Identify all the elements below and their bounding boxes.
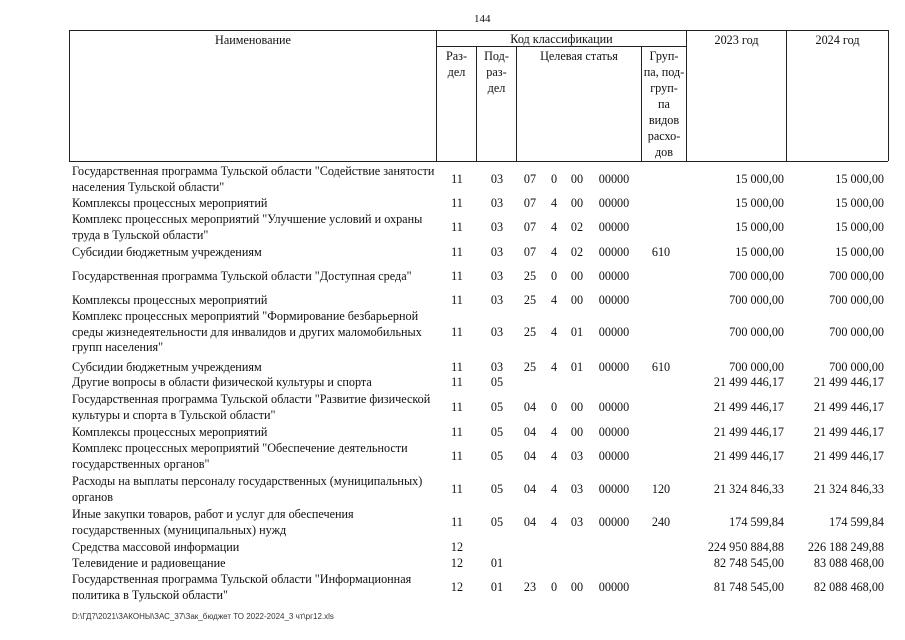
cell-t1: 25 (523, 324, 537, 339)
row-name: Расходы на выплаты персоналу государственных (муниципальных) органов (72, 474, 423, 504)
cell-t2: 4 (550, 219, 558, 234)
cell-rz: 12 (450, 579, 464, 594)
cell-t2: 4 (550, 245, 558, 259)
cell-amount-2023: 21 324 846,33 (713, 481, 784, 496)
cell-pr: 03 (490, 245, 504, 259)
cell-rz: 11 (451, 399, 463, 414)
cell-amount-2023: 82 748 545,00 (713, 556, 784, 570)
table-row (0, 425, 905, 441)
cell-amount-2023: 174 599,84 (729, 514, 784, 529)
cell-rz: 11 (451, 360, 463, 374)
cell-rz: 11 (451, 171, 463, 186)
cell-vr: 610 (651, 360, 671, 374)
cell-amount-2024: 82 088 468,00 (813, 579, 884, 594)
cell-t2: 4 (550, 196, 558, 210)
cell-amount-2024: 700 000,00 (829, 293, 884, 307)
cell-amount-2024: 700 000,00 (829, 269, 884, 283)
cell-t2: 4 (550, 293, 558, 307)
header-classification: Код классификации (510, 32, 613, 46)
cell-amount-2024: 700 000,00 (829, 360, 884, 374)
cell-t4: 00000 (598, 245, 630, 259)
cell-amount-2023: 700 000,00 (729, 360, 784, 374)
header-subsection: Под- раз- дел (484, 49, 509, 95)
cell-t1: 04 (523, 481, 537, 496)
cell-t1: 04 (523, 399, 537, 414)
header-year-2023: 2023 год (714, 33, 759, 47)
table-row (0, 245, 905, 261)
table-row (0, 392, 905, 423)
row-name: Телевидение и радиовещание (72, 556, 226, 570)
header-section: Раз- дел (445, 49, 468, 79)
page-number: 144 (474, 13, 491, 25)
cell-rz: 11 (451, 219, 463, 234)
cell-amount-2024: 15 000,00 (835, 245, 884, 259)
cell-t3: 02 (570, 245, 584, 259)
cell-amount-2024: 700 000,00 (829, 324, 884, 339)
row-name: Государственная программа Тульской области "Содействие занятости населения Тульской области" (72, 164, 435, 194)
cell-amount-2023: 15 000,00 (735, 196, 784, 210)
cell-t2: 4 (550, 448, 558, 463)
cell-t2: 4 (550, 481, 558, 496)
row-name: Другие вопросы в области физической культуры и спорта (72, 375, 372, 389)
cell-t3: 01 (570, 324, 584, 339)
row-name: Комплекс процессных мероприятий "Обеспечение деятельности государственных органов" (72, 441, 408, 471)
cell-rz: 11 (451, 514, 463, 529)
cell-t4: 00000 (598, 219, 630, 234)
cell-pr: 05 (490, 375, 504, 389)
cell-t3: 03 (570, 481, 584, 496)
cell-rz: 11 (451, 481, 463, 496)
cell-t3: 03 (570, 448, 584, 463)
cell-vr: 610 (651, 245, 671, 259)
cell-t3: 00 (570, 269, 584, 283)
cell-rz: 11 (451, 245, 463, 259)
cell-amount-2024: 21 499 446,17 (813, 399, 884, 414)
cell-t3: 01 (570, 360, 584, 374)
cell-t4: 00000 (598, 448, 630, 463)
header-expense-group: Груп- па, под- груп- па видов расхо- дов (643, 49, 685, 159)
table-row (0, 572, 905, 603)
cell-pr: 01 (490, 556, 504, 570)
cell-t1: 07 (523, 245, 537, 259)
cell-t2: 4 (550, 360, 558, 374)
cell-pr: 05 (490, 514, 504, 529)
cell-pr: 05 (490, 425, 504, 439)
table-row (0, 212, 905, 243)
cell-t4: 00000 (598, 171, 630, 186)
header-name: Наименование (215, 33, 291, 47)
cell-t1: 07 (523, 196, 537, 210)
row-name: Комплекс процессных мероприятий "Улучшение условий и охраны труда в Тульской области" (72, 212, 423, 242)
cell-t2: 0 (550, 579, 558, 594)
cell-rz: 11 (451, 269, 463, 283)
cell-amount-2023: 15 000,00 (735, 245, 784, 259)
cell-t2: 0 (550, 269, 558, 283)
cell-t3: 00 (570, 425, 584, 439)
table-row (0, 293, 905, 309)
cell-t2: 4 (550, 324, 558, 339)
cell-rz: 11 (451, 448, 463, 463)
cell-amount-2023: 224 950 884,88 (707, 540, 784, 554)
table-row (0, 375, 905, 391)
cell-pr: 03 (490, 293, 504, 307)
cell-t4: 00000 (598, 269, 630, 283)
cell-t1: 25 (523, 360, 537, 374)
cell-amount-2023: 700 000,00 (729, 293, 784, 307)
row-name: Государственная программа Тульской области "Развитие физической культуры и спорта в Тульской области" (72, 392, 431, 422)
cell-t2: 0 (550, 399, 558, 414)
cell-t1: 04 (523, 514, 537, 529)
cell-t4: 00000 (598, 399, 630, 414)
table-row (0, 556, 905, 572)
cell-t1: 07 (523, 219, 537, 234)
cell-rz: 11 (451, 425, 463, 439)
cell-amount-2024: 15 000,00 (835, 219, 884, 234)
row-name: Комплексы процессных мероприятий (72, 425, 268, 439)
cell-t2: 4 (550, 514, 558, 529)
cell-amount-2024: 174 599,84 (829, 514, 884, 529)
header-target-article: Целевая статья (540, 49, 618, 63)
cell-amount-2024: 21 499 446,17 (813, 448, 884, 463)
row-name: Субсидии бюджетным учреждениям (72, 360, 262, 374)
cell-rz: 12 (450, 556, 464, 570)
cell-rz: 11 (451, 375, 463, 389)
cell-pr: 03 (490, 269, 504, 283)
cell-t3: 00 (570, 579, 584, 594)
cell-t4: 00000 (598, 293, 630, 307)
row-name: Государственная программа Тульской области "Доступная среда" (72, 269, 412, 283)
cell-amount-2023: 21 499 446,17 (713, 425, 784, 439)
cell-t3: 00 (570, 293, 584, 307)
table-row (0, 474, 905, 505)
cell-amount-2023: 700 000,00 (729, 324, 784, 339)
cell-t1: 04 (523, 448, 537, 463)
cell-amount-2023: 700 000,00 (729, 269, 784, 283)
table-row (0, 269, 905, 285)
file-path-footer: D:\ГД7\2021\ЗАКОНЫ\ЗАС_37\Зак_бюджет ТО 2022-2024_3 чт\рг12.xls (72, 612, 334, 621)
cell-pr: 03 (490, 196, 504, 210)
cell-t4: 00000 (598, 425, 630, 439)
cell-amount-2023: 21 499 446,17 (713, 448, 784, 463)
cell-rz: 11 (451, 293, 463, 307)
cell-t2: 4 (550, 425, 558, 439)
cell-amount-2024: 15 000,00 (835, 171, 884, 186)
cell-t1: 23 (523, 579, 537, 594)
table-row (0, 309, 905, 356)
cell-t3: 02 (570, 219, 584, 234)
cell-t4: 00000 (598, 324, 630, 339)
cell-t1: 25 (523, 293, 537, 307)
cell-vr: 120 (651, 481, 671, 496)
cell-t1: 25 (523, 269, 537, 283)
table-row (0, 540, 905, 556)
cell-rz: 12 (450, 540, 464, 554)
cell-t3: 00 (570, 171, 584, 186)
cell-amount-2023: 21 499 446,17 (713, 375, 784, 389)
row-name: Комплекс процессных мероприятий "Формирование безбарьерной среды жизнедеятельности для инвалидов и других маломобильных групп населения" (72, 309, 422, 354)
cell-pr: 03 (490, 171, 504, 186)
table-row (0, 196, 905, 212)
row-name: Комплексы процессных мероприятий (72, 196, 268, 210)
cell-vr: 240 (651, 514, 671, 529)
row-name: Комплексы процессных мероприятий (72, 293, 268, 307)
cell-t4: 00000 (598, 481, 630, 496)
cell-t4: 00000 (598, 579, 630, 594)
table-row (0, 507, 905, 538)
table-row (0, 164, 905, 195)
cell-pr: 05 (490, 481, 504, 496)
cell-t1: 04 (523, 425, 537, 439)
row-name: Средства массовой информации (72, 540, 240, 554)
cell-pr: 03 (490, 219, 504, 234)
row-name: Государственная программа Тульской области "Информационная политика в Тульской области" (72, 572, 412, 602)
cell-amount-2023: 81 748 545,00 (713, 579, 784, 594)
cell-t3: 03 (570, 514, 584, 529)
cell-amount-2023: 15 000,00 (735, 171, 784, 186)
row-name: Иные закупки товаров, работ и услуг для обеспечения государственных (муниципальных) нужд (72, 507, 354, 537)
table-row (0, 360, 905, 376)
cell-pr: 01 (490, 579, 504, 594)
row-name: Субсидии бюджетным учреждениям (72, 245, 262, 259)
cell-amount-2024: 83 088 468,00 (813, 556, 884, 570)
cell-rz: 11 (451, 196, 463, 210)
cell-t4: 00000 (598, 360, 630, 374)
cell-amount-2024: 21 499 446,17 (813, 375, 884, 389)
cell-t3: 00 (570, 399, 584, 414)
cell-rz: 11 (451, 324, 463, 339)
cell-amount-2024: 21 499 446,17 (813, 425, 884, 439)
cell-amount-2024: 21 324 846,33 (813, 481, 884, 496)
cell-amount-2024: 15 000,00 (835, 196, 884, 210)
cell-pr: 03 (490, 360, 504, 374)
cell-pr: 05 (490, 448, 504, 463)
cell-t3: 00 (570, 196, 584, 210)
cell-amount-2024: 226 188 249,88 (807, 540, 884, 554)
cell-t1: 07 (523, 171, 537, 186)
cell-pr: 05 (490, 399, 504, 414)
header-year-2024: 2024 год (815, 33, 860, 47)
cell-amount-2023: 15 000,00 (735, 219, 784, 234)
cell-t2: 0 (550, 171, 558, 186)
cell-t4: 00000 (598, 514, 630, 529)
table-row (0, 441, 905, 472)
cell-t4: 00000 (598, 196, 630, 210)
cell-amount-2023: 21 499 446,17 (713, 399, 784, 414)
cell-pr: 03 (490, 324, 504, 339)
